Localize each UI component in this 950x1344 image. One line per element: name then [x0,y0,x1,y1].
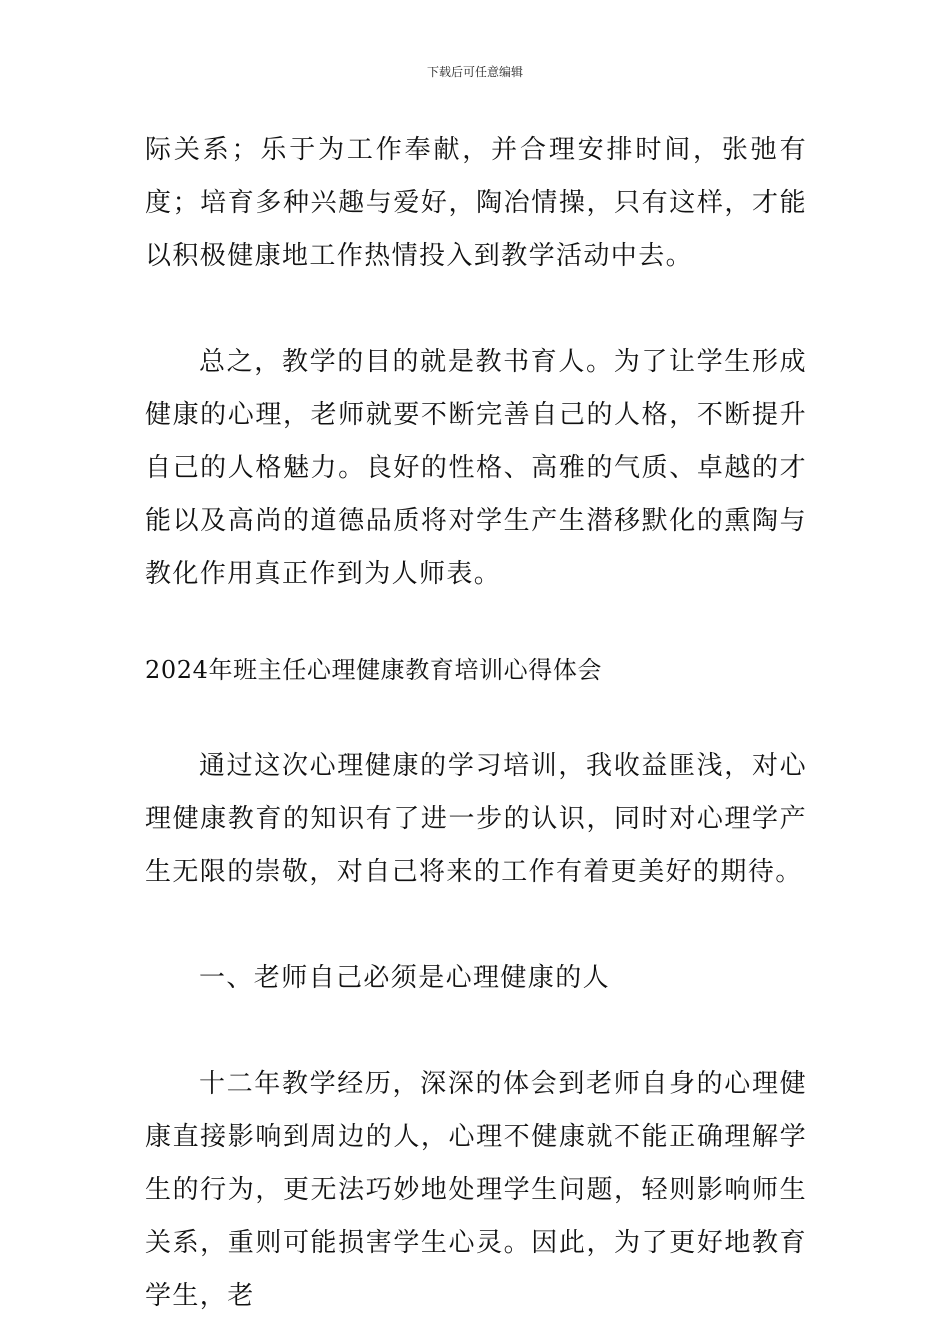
paragraph-introduction: 通过这次心理健康的学习培训，我收益匪浅，对心理健康教育的知识有了进一步的认识，同时对心理学产生无限的崇敬，对自己将来的工作有着更美好的期待。 [145,751,807,887]
section-heading: 一、老师自己必须是心理健康的人 [199,963,611,993]
document-body [145,124,807,1323]
paragraph-conclusion: 总之，教学的目的就是教书育人。为了让学生形成健康的心理，老师就要不断完善自己的人格，不断提升自己的人格魅力。良好的性格、高雅的气质、卓越的才能以及高尚的道德品质将对学生产生潜移默化的熏陶与教化作用真正作到为人师表。 [145,347,807,589]
page-header: 下载后可任意编辑 [426,65,523,79]
paragraph-body: 十二年教学经历，深深的体会到老师自身的心理健康直接影响到周边的人，心理不健康就不能正确理解学生的行为，更无法巧妙地处理学生问题，轻则影响师生关系，重则可能损害学生心灵。因此，为了更好地教育学生，老 [145,1069,807,1311]
paragraph-continuation: 际关系；乐于为工作奉献，并合理安排时间，张弛有度；培育多种兴趣与爱好，陶冶情操，只有这样，才能以积极健康地工作热情投入到教学活动中去。 [145,135,807,271]
section-title: 2024年班主任心理健康教育培训心得体会 [145,656,603,684]
